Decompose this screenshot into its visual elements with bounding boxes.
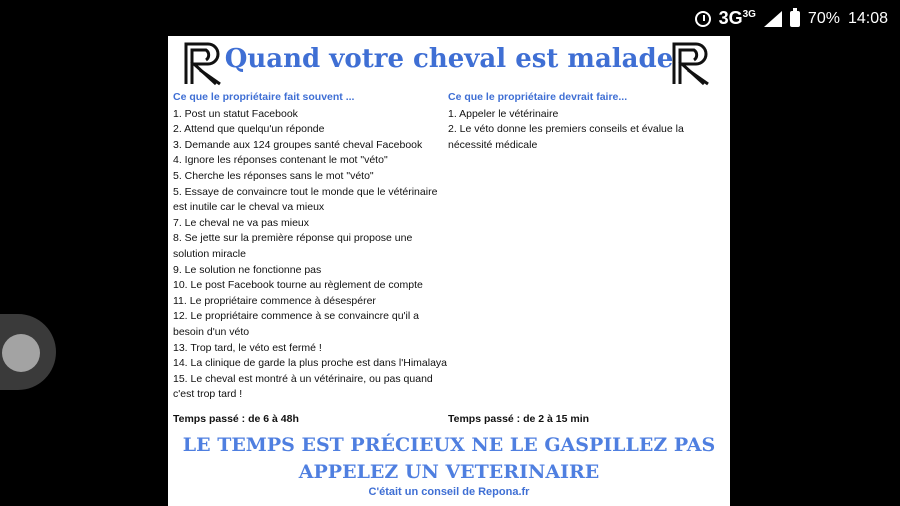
list-item: 13. Trop tard, le véto est fermé ! — [173, 341, 322, 354]
credit-line: C'était un conseil de Repona.fr — [368, 486, 530, 498]
poster-title: Quand votre cheval est malade — [224, 44, 674, 74]
list-item: 4. Ignore les réponses contenant le mot "véto" — [173, 154, 388, 167]
time-spent-right: Temps passé : de 2 à 15 min — [448, 413, 590, 425]
footer-call-to-action: APPELEZ UN VETERINAIRE — [298, 461, 600, 483]
list-item: 5. Essaye de convaincre tout le monde que le vétérinaire est inutile car le cheval va mieux — [173, 185, 438, 214]
owner-should-column — [448, 90, 718, 153]
clock: 14:08 — [847, 9, 888, 27]
alarm-icon — [695, 11, 711, 27]
list-item: 2. Le véto donne les premiers conseils et évalue la nécessité médicale — [448, 123, 684, 151]
list-item: 12. Le propriétaire commence à se convaincre qu'il a besoin d'un véto — [173, 310, 419, 338]
poster-image — [168, 36, 730, 506]
list-item: 15. Le cheval est montré à un vétérinaire, ou pas quand c'est trop tard ! — [173, 372, 433, 401]
list-item: 1. Appeler le vétérinaire — [448, 107, 559, 120]
assistive-touch-icon — [2, 334, 40, 372]
battery-level: 70% — [807, 9, 840, 27]
signal-icon — [764, 11, 782, 27]
status-bar — [0, 0, 900, 36]
list-item: 5. Cherche les réponses sans le mot "véto" — [173, 169, 374, 182]
list-item: 1. Post un statut Facebook — [173, 107, 298, 120]
owner-does-heading: Ce que le propriétaire fait souvent ... — [173, 91, 355, 103]
owner-does-column — [173, 90, 448, 403]
footer-slogan: LE TEMPS EST PRÉCIEUX NE LE GASPILLEZ PAS — [182, 434, 716, 456]
list-item: 8. Se jette sur la première réponse qui propose une solution miracle — [173, 232, 413, 260]
owner-should-heading: Ce que le propriétaire devrait faire... — [448, 91, 628, 103]
list-item: 10. Le post Facebook tourne au règlement de compte — [173, 279, 423, 292]
list-item: 9. Le solution ne fonctionne pas — [173, 263, 322, 276]
list-item: 11. Le propriétaire commence à désespérer — [173, 294, 376, 307]
list-item: 7. Le cheval ne va pas mieux — [173, 216, 309, 229]
network-indicator: $3G^{3G}$ — [718, 8, 756, 28]
list-item: 14. La clinique de garde la plus proche est dans l'Himalaya — [173, 357, 448, 370]
list-item: 2. Attend que quelqu'un réponde — [173, 123, 325, 136]
floating-assistive-button[interactable] — [0, 314, 56, 390]
battery-icon — [790, 11, 800, 27]
time-spent-left: Temps passé : de 6 à 48h — [173, 413, 299, 425]
list-item: 3. Demande aux 124 groupes santé cheval Facebook — [173, 138, 423, 151]
